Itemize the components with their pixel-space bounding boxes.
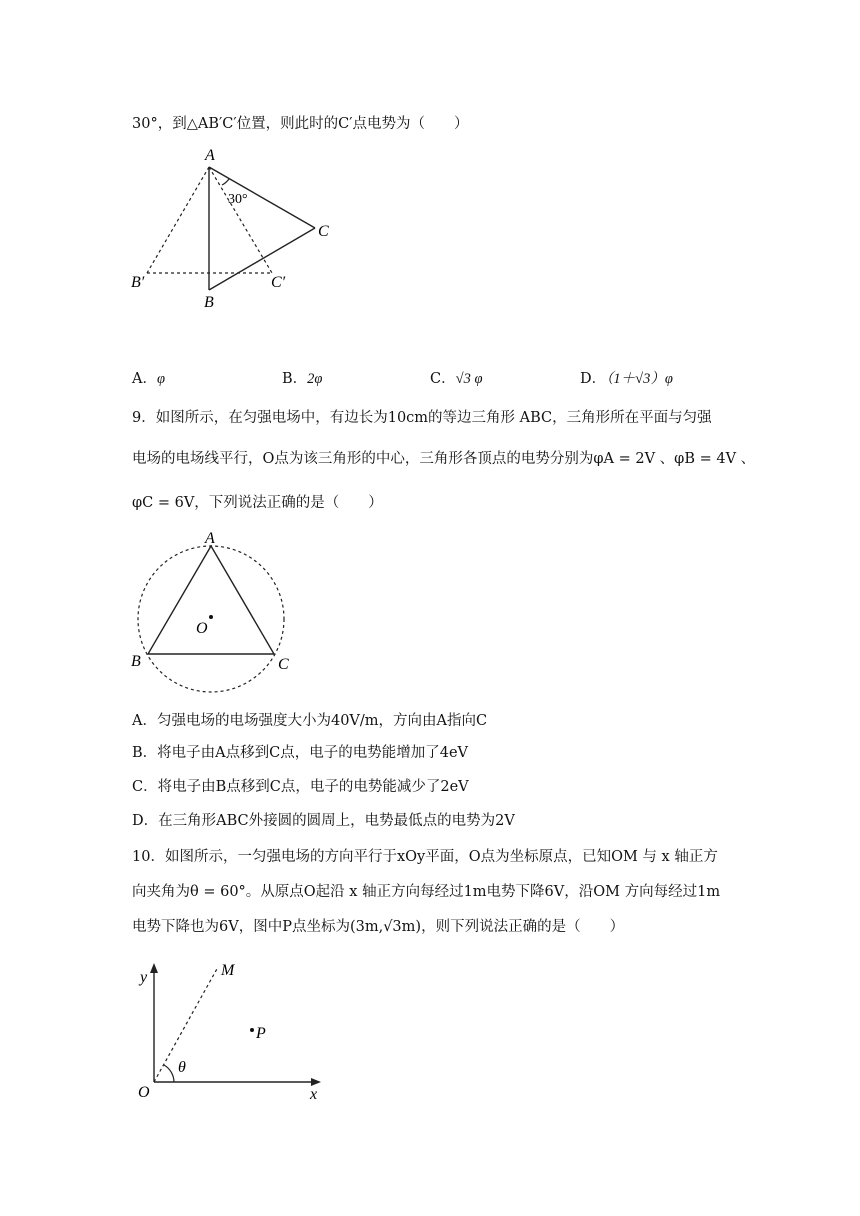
q8-stem-line: 30°，到△AB′C′位置，则此时的C′点电势为（ ） xyxy=(132,116,469,132)
q9-label-A: A xyxy=(205,530,215,547)
q10-stem-line-2: 向夹角为θ = 60°。从原点O起沿 x 轴正方向每经过1m电势下降6V，沿OM 方向每经过1m xyxy=(132,884,721,900)
q9-option-d: D．在三角形ABC外接圆的圆周上，电势最低点的电势为2V xyxy=(132,813,515,829)
q8-option-c: C．√3 φ xyxy=(430,371,483,387)
q10-label-y: y xyxy=(140,969,148,986)
q8-label-Bprime: B′ xyxy=(131,274,145,291)
q9-stem-line-2: 电场的电场线平行，O点为该三角形的中心，三角形各顶点的电势分别为φA = 2V 、φB = 4V 、 xyxy=(132,451,756,467)
q9-label-O: O xyxy=(196,620,208,637)
q10-stem-line-1: 10．如图所示，一匀强电场的方向平行于xOy平面，O点为坐标原点，已知OM 与 x 轴正方 xyxy=(132,849,718,865)
q8-label-B: B xyxy=(204,294,214,311)
q9-option-a: A．匀强电场的电场强度大小为40V/m，方向由A指向C xyxy=(132,713,488,729)
q8-label-angle: 30° xyxy=(228,192,248,207)
q8-option-b: B．2φ xyxy=(282,371,323,387)
q9-stem-line-1: 9．如图所示，在匀强电场中，有边长为10cm的等边三角形 ABC，三角形所在平面与匀强 xyxy=(132,410,712,426)
q10-figure xyxy=(130,955,330,1105)
q10-label-O: O xyxy=(138,1084,150,1101)
q9-option-b: B．将电子由A点移到C点，电子的电势能增加了4eV xyxy=(132,745,468,761)
q8-label-C: C xyxy=(318,223,329,240)
q9-figure xyxy=(125,525,300,695)
q9-option-c: C．将电子由B点移到C点，电子的电势能减少了2eV xyxy=(132,779,469,795)
q8-option-d: D．（1＋√3）φ xyxy=(580,371,673,387)
q10-stem-line-3: 电势下降也为6V，图中P点坐标为(3m,√3m)，则下列说法正确的是（ ） xyxy=(132,919,625,935)
q8-label-A: A xyxy=(205,147,215,164)
q9-label-C: C xyxy=(278,656,289,673)
q8-label-Cprime: C′ xyxy=(271,274,286,291)
q9-label-B: B xyxy=(131,653,141,670)
q10-label-theta: θ xyxy=(178,1059,186,1076)
q8-figure xyxy=(125,140,345,315)
q9-stem-line-3: φC = 6V，下列说法正确的是（ ） xyxy=(132,495,383,511)
q8-option-a: A．φ xyxy=(132,371,166,387)
q10-label-M: M xyxy=(221,962,235,979)
q10-label-P: P xyxy=(256,1025,266,1042)
q10-label-x: x xyxy=(310,1086,318,1103)
